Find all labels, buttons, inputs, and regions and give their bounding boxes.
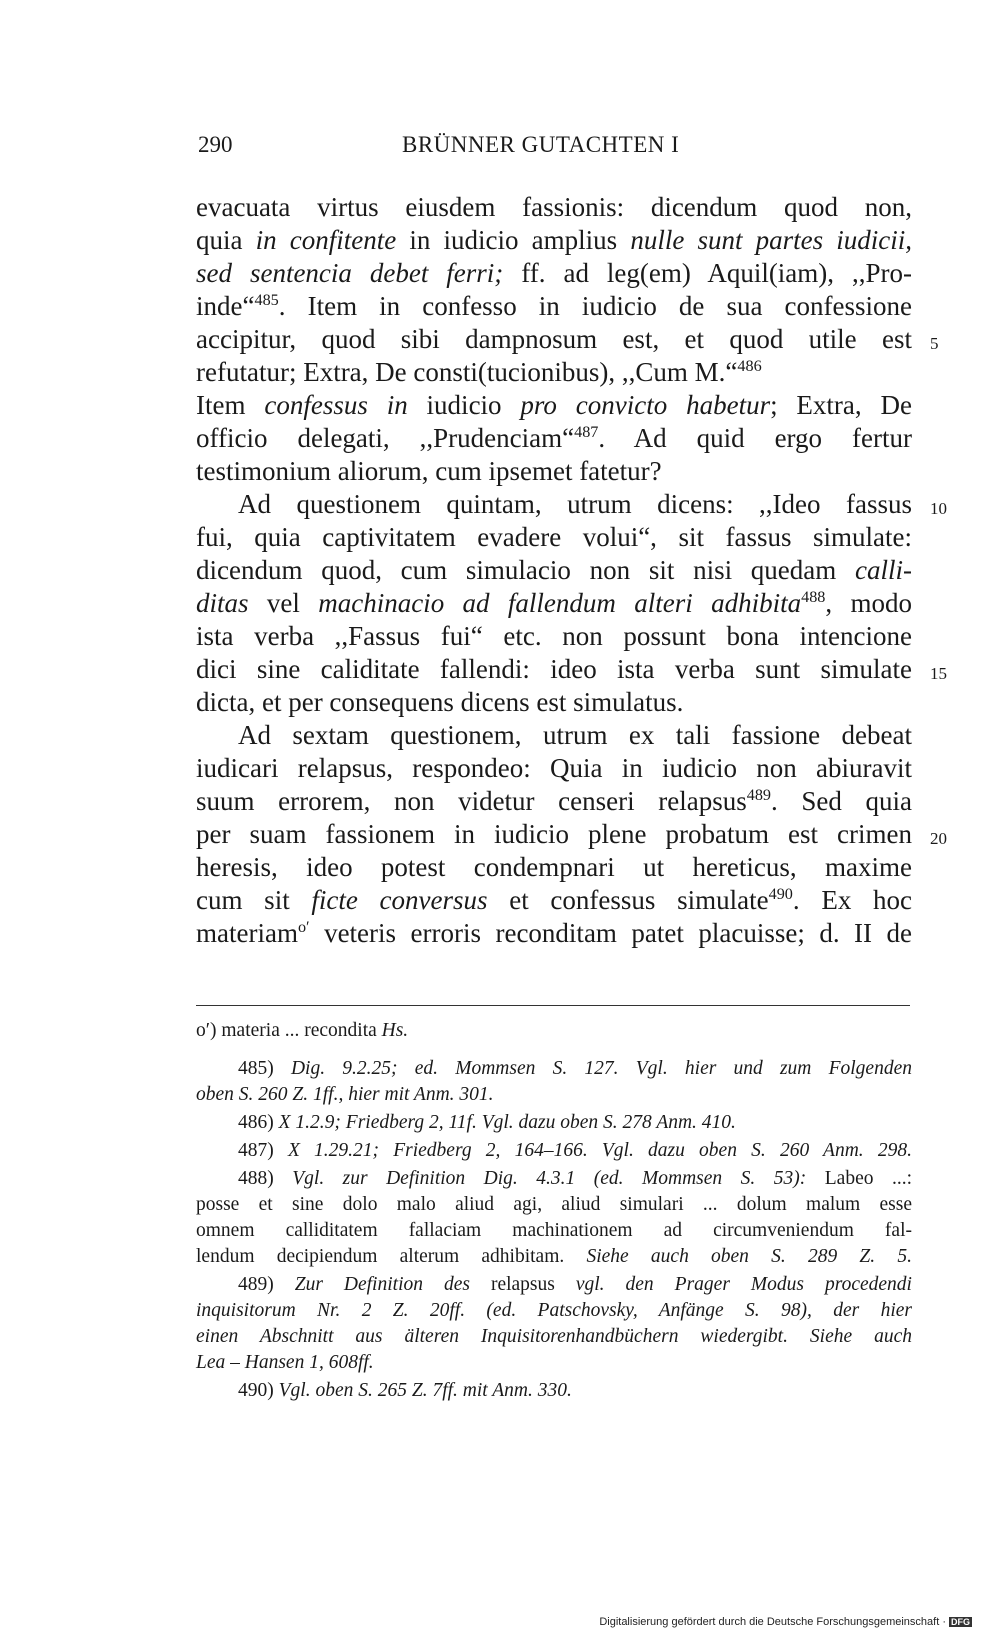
text-line: refutatur; Extra, De consti(tucionibus), ,,Cum M.“$^{486}$ <box>196 357 762 387</box>
footnote-line: 489) Zur Definition des relapsus vgl. den Prager Modus procedendi <box>238 1274 912 1295</box>
text-line: dicta, et per consequens dicens est simulatus. <box>196 687 684 717</box>
text-line: quia in confitente in iudicio amplius nulle sunt partes iudicii, <box>196 225 912 255</box>
footnote-line: lendum decipiendum alterum adhibitam. Siehe auch oben S. 289 Z. 5. <box>196 1246 912 1267</box>
footnote-line: 486) X 1.2.9; Friedberg 2, 11f. Vgl. dazu oben S. 278 Anm. 410. <box>238 1112 736 1133</box>
text-line: sed sentencia debet ferri; ff. ad leg(em) Aquil(iam), ,,Pro- <box>196 258 912 288</box>
text-line: testimonium aliorum, cum ipsemet fatetur? <box>196 456 662 486</box>
text-line: fui, quia captivitatem evadere volui“, sit fassus simulate: <box>196 522 912 552</box>
text-line: materiam$^{o'}$ veteris erroris reconditam patet placuisse; d. II de <box>196 918 912 948</box>
text-line: dici sine caliditate fallendi: ideo ista verba sunt simulate <box>196 654 912 684</box>
text-line: dicendum quod, cum simulacio non sit nisi quedam calli- <box>196 555 912 585</box>
text-line: ista verba ,,Fassus fui“ etc. non possunt bona intencione <box>196 621 912 651</box>
footnote-line: omnem calliditatem fallaciam machinationem ad circumveniendum fal- <box>196 1220 912 1241</box>
footnote-line: einen Abschnitt aus älteren Inquisitorenhandbüchern wiedergibt. Siehe auch <box>196 1326 912 1347</box>
page-number: 290 <box>198 132 233 157</box>
footnote-line: 487) X 1.29.21; Friedberg 2, 164–166. Vgl. dazu oben S. 260 Anm. 298. <box>238 1140 912 1161</box>
line-number: 15 <box>930 664 947 683</box>
line-number: 20 <box>930 829 947 848</box>
text-line: officio delegati, ,,Prudenciam“$^{487}$. Ad quid ergo fertur <box>196 423 912 453</box>
running-head: BRÜNNER GUTACHTEN I <box>402 132 680 157</box>
footnote-line: 485) Dig. 9.2.25; ed. Mommsen S. 127. Vgl. hier und zum Folgenden <box>238 1058 912 1079</box>
text-line: suum errorem, non videtur censeri relapsus$^{489}$. Sed quia <box>196 786 912 816</box>
text-line: Ad sextam questionem, utrum ex tali fassione debeat <box>238 720 912 750</box>
text-line: accipitur, quod sibi dampnosum est, et quod utile est <box>196 324 912 354</box>
dfg-logo: DFG <box>951 1617 970 1627</box>
text-line: cum sit ficte conversus et confessus simulate$^{490}$. Ex hoc <box>196 885 912 915</box>
footnote-line: 488) Vgl. zur Definition Dig. 4.3.1 (ed. Mommsen S. 53): Labeo ...: <box>238 1168 913 1189</box>
footnote-line: Lea – Hansen 1, 608ff. <box>196 1352 374 1373</box>
apparatus-note: o′) materia ... recondita Hs. <box>196 1020 409 1041</box>
line-number: 5 <box>930 334 939 353</box>
text-line: heresis, ideo potest condempnari ut hereticus, maxime <box>196 852 912 882</box>
footnote-rule <box>196 1005 910 1006</box>
text-line: evacuata virtus eiusdem fassionis: dicendum quod non, <box>196 192 912 222</box>
funding-footer: Digitalisierung gefördert durch die Deutsche Forschungsgemeinschaft · DFG <box>599 1616 970 1628</box>
text-line: per suam fassionem in iudicio plene probatum est crimen <box>196 819 912 849</box>
footnote-line: 490) Vgl. oben S. 265 Z. 7ff. mit Anm. 330. <box>238 1380 572 1401</box>
text-line: inde“$^{485}$. Item in confesso in iudicio de sua confessione <box>196 291 912 321</box>
text-line: ditas vel machinacio ad fallendum alteri adhibita$^{488}$, modo <box>196 588 912 618</box>
text-line: iudicari relapsus, respondeo: Quia in iudicio non abiuravit <box>196 753 912 783</box>
footnote-line: oben S. 260 Z. 1ff., hier mit Anm. 301. <box>196 1084 494 1105</box>
footnote-line: posse et sine dolo malo aliud agi, aliud simulari ... dolum malum esse <box>196 1194 912 1215</box>
text-line: Ad questionem quintam, utrum dicens: ,,Ideo fassus <box>238 489 912 519</box>
line-number: 10 <box>930 499 947 518</box>
footnote-line: inquisitorum Nr. 2 Z. 20ff. (ed. Patschovsky, Anfänge S. 98), der hier <box>196 1300 912 1321</box>
text-line: Item confessus in iudicio pro convicto habetur; Extra, De <box>196 390 912 420</box>
